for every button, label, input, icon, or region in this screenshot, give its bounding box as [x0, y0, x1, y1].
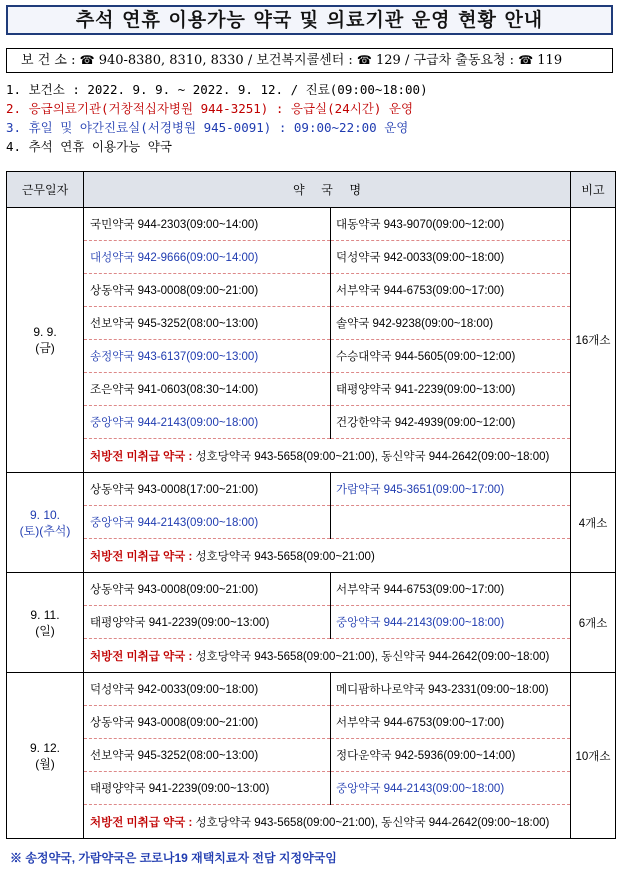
- phone-icon: ☎: [79, 53, 95, 67]
- table-row: [7, 606, 616, 639]
- pharmacy-cell: 국민약국 944-2303(09:00~14:00): [84, 208, 331, 241]
- count-cell: 6개소: [571, 573, 616, 673]
- table-row: [7, 772, 616, 805]
- table-row: [7, 673, 616, 706]
- day-cell: [7, 208, 84, 473]
- note-row: [7, 539, 616, 573]
- welfare-phone: 129: [376, 53, 401, 68]
- no-prescription-list: 성호당약국 943-5658(09:00~21:00), 동신약국 944-2642(09:00~18:00): [195, 450, 550, 463]
- page-title: 추석 연휴 이용가능 약국 및 의료기관 운영 현황 안내: [6, 5, 613, 35]
- count-cell: 4개소: [571, 473, 616, 573]
- ambulance-phone: 119: [537, 53, 563, 68]
- pharmacy-cell: 태평양약국 941-2239(09:00~13:00): [84, 772, 331, 805]
- pharmacy-cell: 솔약국 942-9238(09:00~18:00): [331, 307, 571, 340]
- contact-bar: [6, 48, 613, 73]
- pharmacy-cell: [331, 506, 571, 539]
- table-row: [7, 208, 616, 241]
- table-row: [7, 573, 616, 606]
- header-note: 비고: [571, 172, 616, 208]
- info-line: 1. 보건소 : 2022. 9. 9. ~ 2022. 9. 12. / 진료(09:00~18:00): [6, 82, 428, 97]
- table-row: [7, 373, 616, 406]
- no-prescription-label: 처방전 미취급 약국 :: [90, 550, 193, 563]
- table-row: [7, 406, 616, 439]
- table-row: [7, 340, 616, 373]
- health-center-label: 보 건 소 :: [21, 53, 76, 68]
- header-name: 약 국 명: [84, 172, 571, 208]
- no-prescription-cell: [84, 639, 571, 673]
- pharmacy-cell: 중앙약국 944-2143(09:00~18:00): [84, 406, 331, 439]
- table-row: [7, 706, 616, 739]
- day-date: 9. 9.: [33, 325, 57, 339]
- no-prescription-cell: [84, 539, 571, 573]
- note-row: [7, 805, 616, 839]
- pharmacy-cell: 메디팜하나로약국 943-2331(09:00~18:00): [331, 673, 571, 706]
- note-row: [7, 639, 616, 673]
- pharmacy-cell: 송정약국 943-6137(09:00~13:00): [84, 340, 331, 373]
- day-weekday: (금): [35, 341, 55, 355]
- pharmacy-cell: 서부약국 944-6753(09:00~17:00): [331, 274, 571, 307]
- day-cell: [7, 473, 84, 573]
- pharmacy-cell: 상동약국 943-0008(09:00~21:00): [84, 573, 331, 606]
- table-row: [7, 307, 616, 340]
- count-cell: 16개소: [571, 208, 616, 473]
- table-row: [7, 473, 616, 506]
- table-row: [7, 506, 616, 539]
- no-prescription-list: 성호당약국 943-5658(09:00~21:00): [195, 550, 375, 563]
- table-row: [7, 241, 616, 274]
- no-prescription-cell: [84, 439, 571, 473]
- pharmacy-cell: 조은약국 941-0603(08:30~14:00): [84, 373, 331, 406]
- pharmacy-cell: 태평양약국 941-2239(09:00~13:00): [331, 373, 571, 406]
- no-prescription-cell: [84, 805, 571, 839]
- info-line: 3. 휴일 및 야간진료실(서경병원 945-0091) : 09:00~22:00 운영: [6, 120, 409, 135]
- pharmacy-cell: 대동약국 943-9070(09:00~12:00): [331, 208, 571, 241]
- footer-note: ※ 송정약국, 가람약국은 코로나19 재택치료자 전담 지정약국임: [10, 851, 337, 865]
- pharmacy-cell: 수승대약국 944-5605(09:00~12:00): [331, 340, 571, 373]
- pharmacy-cell: 덕성약국 942-0033(09:00~18:00): [84, 673, 331, 706]
- no-prescription-label: 처방전 미취급 약국 :: [90, 450, 193, 463]
- pharmacy-cell: 중앙약국 944-2143(09:00~18:00): [331, 772, 571, 805]
- day-weekday: (월): [35, 756, 55, 771]
- pharmacy-cell: 상동약국 943-0008(09:00~21:00): [84, 706, 331, 739]
- day-cell: [7, 573, 84, 673]
- welfare-label: / 보건복지콜센터 :: [247, 53, 353, 68]
- pharmacy-cell: 상동약국 943-0008(09:00~21:00): [84, 274, 331, 307]
- pharmacy-cell: 건강한약국 942-4939(09:00~12:00): [331, 406, 571, 439]
- no-prescription-list: 성호당약국 943-5658(09:00~21:00), 동신약국 944-2642(09:00~18:00): [195, 650, 550, 663]
- table-row: [7, 739, 616, 772]
- day-cell: [7, 673, 84, 839]
- info-list: [6, 80, 616, 156]
- pharmacy-cell: 중앙약국 944-2143(09:00~18:00): [84, 506, 331, 539]
- day-date: 9. 12.: [29, 740, 61, 755]
- note-row: [7, 439, 616, 473]
- pharmacy-cell: 정다운약국 942-5936(09:00~14:00): [331, 739, 571, 772]
- day-date: 9. 11.: [30, 607, 60, 622]
- pharmacy-table: [6, 171, 616, 839]
- ambulance-label: / 구급차 출동요청 :: [404, 53, 515, 68]
- pharmacy-cell: 대성약국 942-9666(09:00~14:00): [84, 241, 331, 274]
- pharmacy-cell: 태평양약국 941-2239(09:00~13:00): [84, 606, 331, 639]
- pharmacy-cell: 덕성약국 942-0033(09:00~18:00): [331, 241, 571, 274]
- pharmacy-cell: 선보약국 945-3252(08:00~13:00): [84, 739, 331, 772]
- phone-icon: ☎: [356, 53, 372, 67]
- day-weekday: (토)(추석): [19, 523, 71, 538]
- no-prescription-list: 성호당약국 943-5658(09:00~21:00), 동신약국 944-2642(09:00~18:00): [195, 816, 550, 829]
- phone-icon: ☎: [518, 53, 534, 67]
- table-header-row: [7, 172, 616, 208]
- pharmacy-cell: 서부약국 944-6753(09:00~17:00): [331, 706, 571, 739]
- pharmacy-cell: 중앙약국 944-2143(09:00~18:00): [331, 606, 571, 639]
- day-weekday: (일): [35, 623, 55, 638]
- info-line: 4. 추석 연휴 이용가능 약국: [6, 139, 172, 154]
- no-prescription-label: 처방전 미취급 약국 :: [90, 816, 193, 829]
- pharmacy-cell: 서부약국 944-6753(09:00~17:00): [331, 573, 571, 606]
- pharmacy-cell: 선보약국 945-3252(08:00~13:00): [84, 307, 331, 340]
- pharmacy-cell: 가람약국 945-3651(09:00~17:00): [331, 473, 571, 506]
- header-day: 근무일자: [7, 172, 84, 208]
- pharmacy-cell: 상동약국 943-0008(17:00~21:00): [84, 473, 331, 506]
- info-line: 2. 응급의료기관(거창적십자병원 944-3251) : 응급실(24시간) 운영: [6, 101, 414, 116]
- no-prescription-label: 처방전 미취급 약국 :: [90, 650, 193, 663]
- health-center-phone: 940-8380, 8310, 8330: [98, 53, 244, 68]
- count-cell: 10개소: [571, 673, 616, 839]
- day-date: 9. 10.: [29, 507, 61, 522]
- table-row: [7, 274, 616, 307]
